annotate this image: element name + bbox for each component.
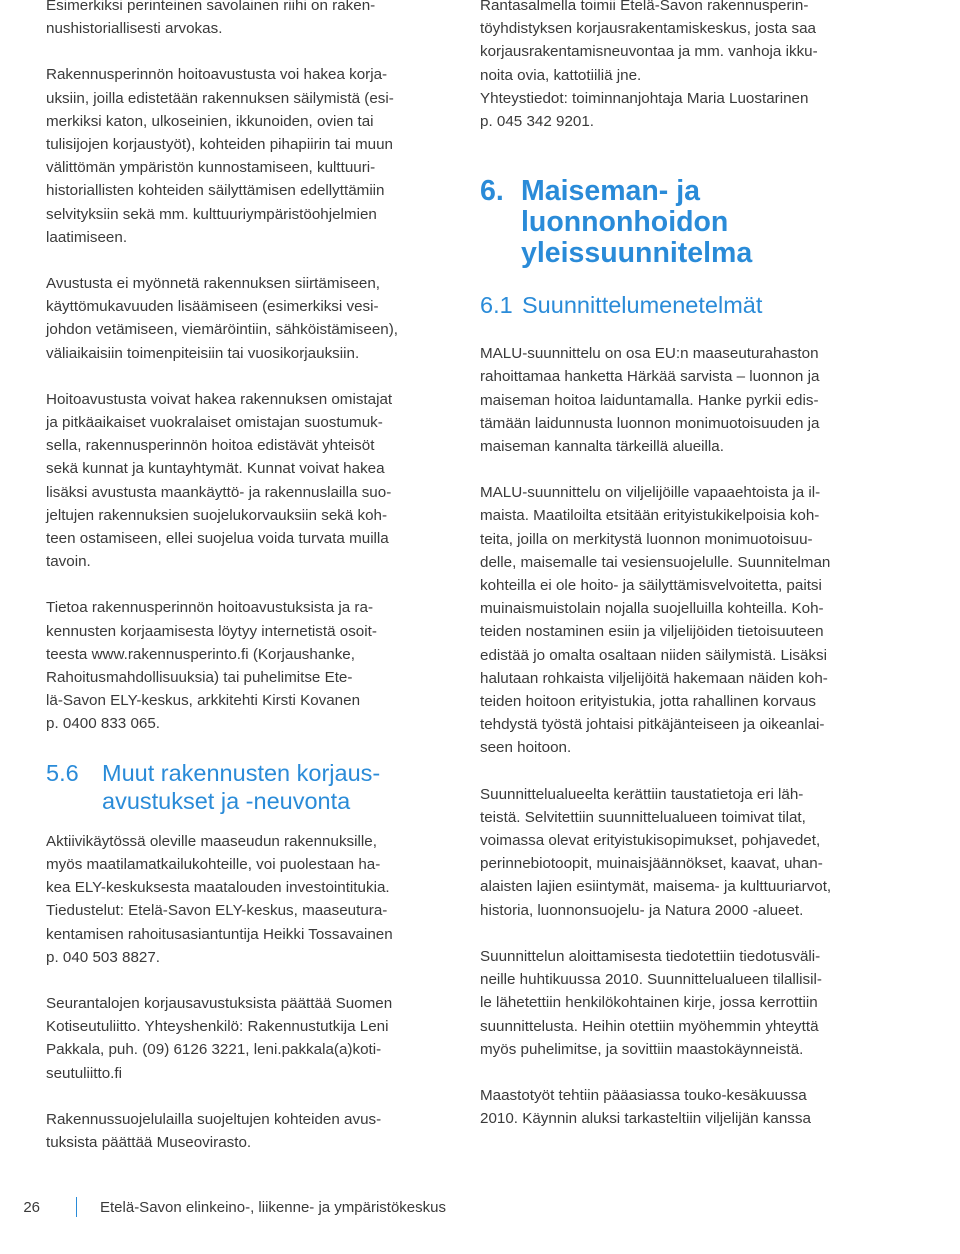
paragraph: Hoitoavustusta voivat hakea rakennuksen omistajat ja pitkäaikaiset vuokralaiset omistajan suostumuk- sella, rakennusperinnön hoitoa edistävät yhteisöt sekä kunnat ja kuntayhtymät. Kunnat voivat hakea lisäksi avustusta maankäyttö- ja rakennuslailla suo- jeltujen rakennuksien suojelukorvauksiin sekä koh- teen ostamiseen, ellei suojelua voida turvata muilla tavoin. <box>46 390 393 571</box>
paragraph: Suunnittelun aloittamisesta tiedotettiin tiedotusväli- neille huhtikuussa 2010. Suunnittelualueen tilallisil- le lähetettiin henkilökohtainen kirje, jossa kerrottiin suunnittelusta. Heihin otettiin myöhemmin yhteyttä myös puhelimitse, ja sovittiin maastokäynneistä. <box>480 947 822 1058</box>
page-footer <box>0 1190 960 1224</box>
paragraph: Tietoa rakennusperinnön hoitoavustuksista ja ra- kennusten korjaamisesta löytyy internetistä osoit- teesta www.rakennusperinto.fi (Korjaushanke, Rahoitusmahdollisuuksia) tai puhelimitse Ete- lä-Savon ELY-keskus, arkkitehti Kirsti Kovanen p. 0400 833 065. <box>46 599 377 733</box>
section-heading <box>480 176 858 269</box>
paragraph: Rakennusperinnön hoitoavustusta voi hakea korja- uksiin, joilla edistetään rakennuksen säilymistä (esi- merkiksi katon, ulkoseinien, ikkunoiden, ovien tai tulisijojen korjaustyöt), kohteiden pihapiirin tai muun välittömän ympäristön kunnostamiseen, kulttuuri- historiallisten kohteiden säilyttämisen edellyttämiin selvityksiin sekä mm. kulttuuriympäristöohjelmien laatimiseen. <box>46 66 394 246</box>
paragraph: MALU-suunnittelu on osa EU:n maaseuturahaston rahoittamaa hanketta Härkää sarvista – luonnon ja maiseman hoitoa laiduntamalla. Hanke pyrkii edis- tämään laidunnusta luonnon monimuotoisuuden ja maiseman kannalta tärkeillä alueilla. <box>480 345 820 456</box>
publisher-name: Etelä-Savon elinkeino-, liikenne- ja ympäristökeskus <box>100 1198 446 1216</box>
heading-number: 6. <box>480 175 504 208</box>
subsection-heading <box>480 291 858 319</box>
paragraph: Rantasalmella toimii Etelä-Savon rakennusperin- töyhdistyksen korjausrakentamiskeskus, josta saa korjausrakentamisneuvontaa ja mm. vanhoja ikku- noita ovia, kattotiiliä jne. Yhteystiedot: toiminnanjohtaja Maria Luostarinen p. 045 342 9201. <box>480 0 818 131</box>
paragraph: Avustusta ei myönnetä rakennuksen siirtämiseen, käyttömukavuuden lisäämiseen (esimerkiksi vesi- johdon vetämiseen, viemäröintiin, sähköistämiseen), väliaikaisiin toimenpiteisiin tai vuosikorjauksiin. <box>46 275 399 362</box>
paragraph: MALU-suunnittelu on viljelijöille vapaaehtoista ja il- maista. Maatiloilta etsitään erityistukikelpoisia koh- teita, joilla on merkitystä luonnon monimuotoisuu- delle, maisemalle tai vesiensuojelulle. Suunnitelman kohteilla ei ole hoito- ja säilyttämisvelvoitetta, paitsi muinaismuistolain nojalla suojelluilla kohteilla. Koh- teiden nostaminen esiin ja viljelijöiden tietoisuuteen edistää jo omalta osaltaan niiden säilymistä. Lisäksi halutaan rohkaista viljelijöitä hakemaan näiden koh- teiden hoitoon erityistukia, jotta rahallinen korvaus tehdystä työstä johtaisi pitkäjänteiseen ja oikeanlai- seen hoitoon. <box>480 484 831 757</box>
paragraph: Esimerkiksi perinteinen savolainen riihi on raken- nushistoriallisesti arvokas. <box>46 0 376 38</box>
footer-divider <box>76 1197 77 1217</box>
heading-number: 5.6 <box>46 759 79 786</box>
heading-text: Maiseman- ja luonnonhoidon yleissuunnitelma <box>521 175 753 270</box>
heading-text: Suunnittelumenetelmät <box>522 292 763 319</box>
paragraph: Maastotyöt tehtiin pääasiassa touko-kesäkuussa 2010. Käynnin aluksi tarkasteltiin viljelijän kanssa <box>480 1086 811 1128</box>
heading-text: Muut rakennusten korjaus- avustukset ja -neuvonta <box>102 759 381 814</box>
paragraph: Suunnittelualueelta kerättiin taustatietoja eri läh- teistä. Selvitettiin suunnittelualueen toimivat tilat, voimassa olevat erityistukisopimukset, pohjavedet, perinnebiotoopit, muinaisjäännökset, kaavat, uhan- alaisten lajien esiintymät, maisema- ja kulttuuriarvot, historia, luonnonsuojelu- ja Natura 2000 -alueet. <box>480 785 832 919</box>
page-number: 26 <box>23 1198 40 1216</box>
left-column <box>46 0 424 1154</box>
paragraph: Seurantalojen korjausavustuksista päättää Suomen Kotiseutuliitto. Yhteyshenkilö: Rakennustutkija Leni Pakkala, puh. (09) 6126 3221, leni.pakkala(a)koti- seutuliitto.fi <box>46 994 393 1082</box>
paragraph: Aktiivikäytössä oleville maaseudun rakennuksille, myös maatilamatkailukohteille, voi puolestaan ha- kea ELY-keskuksesta maatalouden investointitukia. Tiedustelut: Etelä-Savon ELY-keskus, maaseutura- kentamisen rahoitusasiantuntija Heikki Tossavainen p. 040 503 8827. <box>46 832 393 966</box>
paragraph: Rakennussuojelulailla suojeltujen kohteiden avus- tuksista päättää Museovirasto. <box>46 1110 382 1151</box>
right-column <box>480 0 858 1130</box>
heading-number: 6.1 <box>480 292 513 319</box>
section-heading <box>46 759 424 815</box>
